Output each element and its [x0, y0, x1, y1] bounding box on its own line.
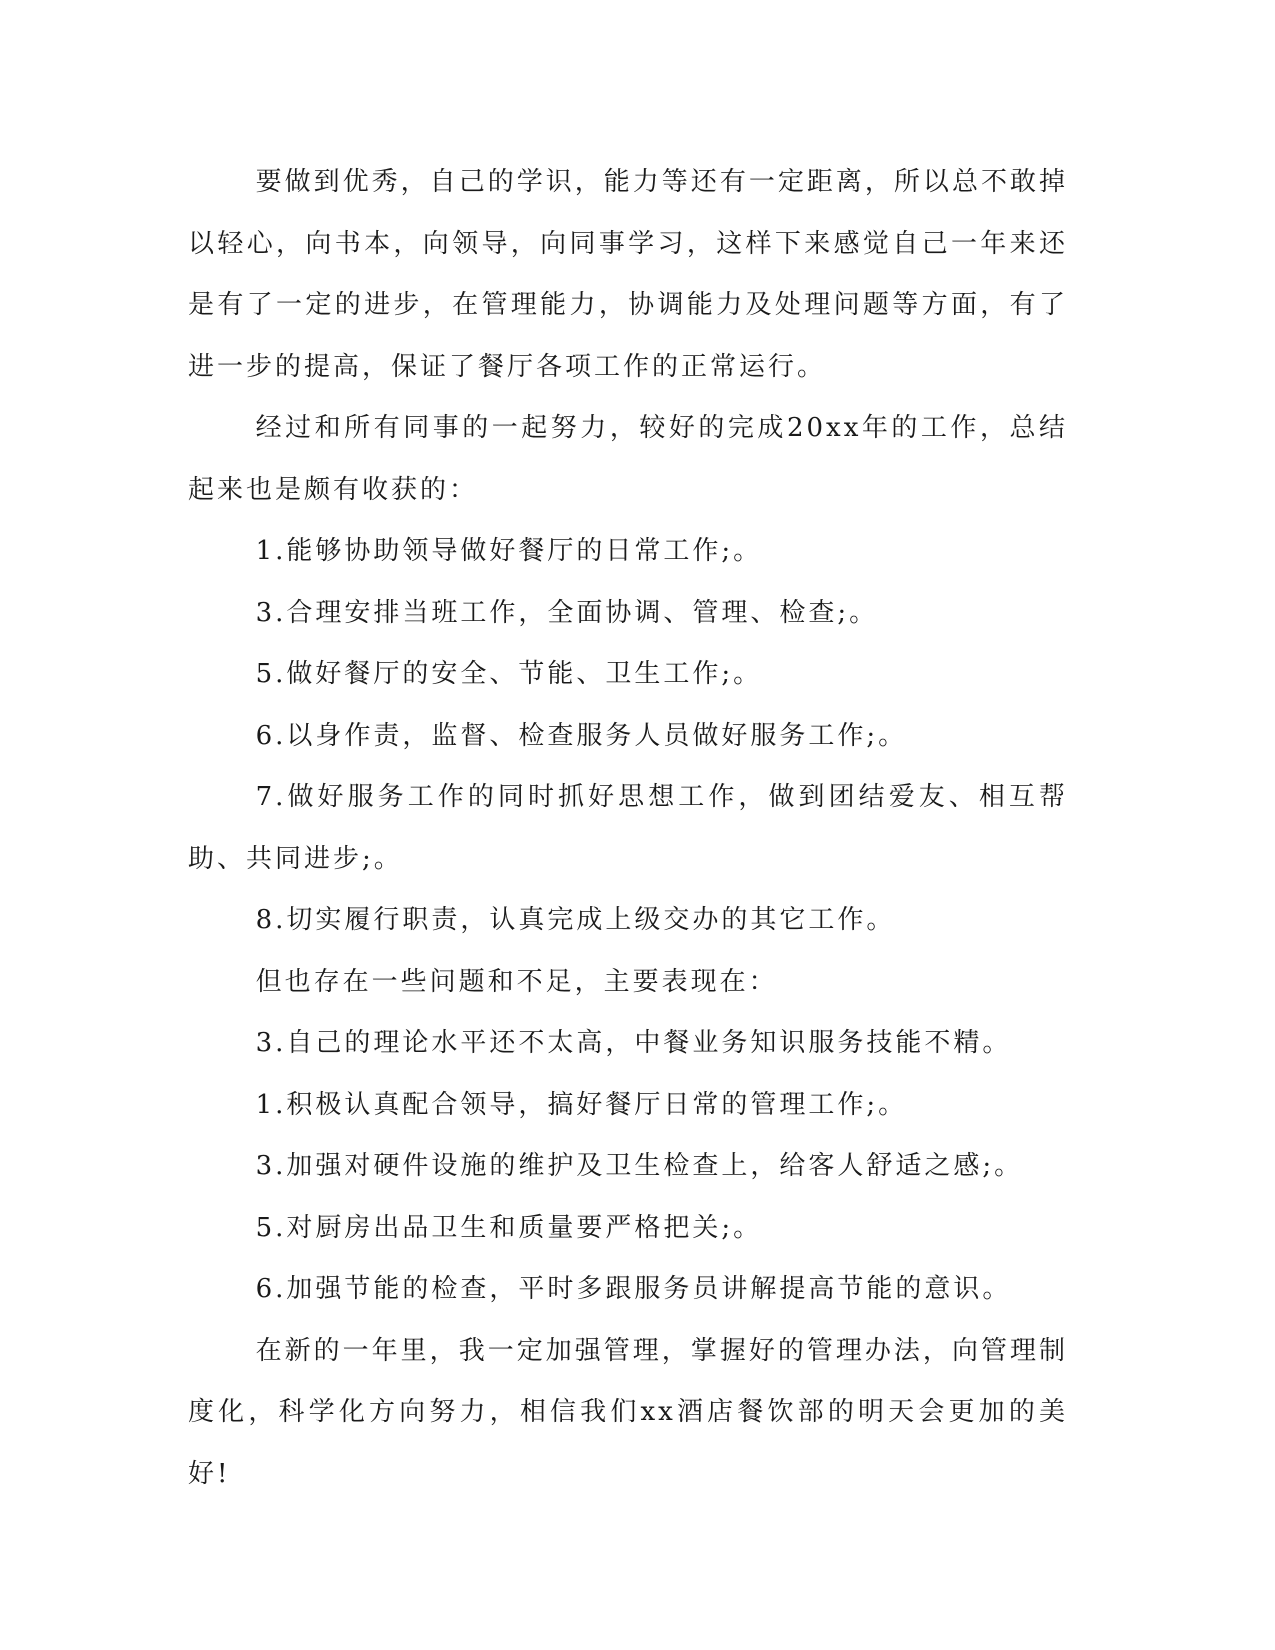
- list-item-shortcoming-3: 3.自己的理论水平还不太高，中餐业务知识服务技能不精。: [255, 1028, 1012, 1058]
- list-item-achievement-6: 6.以身作责，监督、检查服务人员做好服务工作;。: [255, 720, 908, 751]
- paragraph-summary-intro: 经过和所有同事的一起努力，较好的完成20xx年的工作，总结起来也是颇有收获的：: [188, 413, 1068, 505]
- paragraph-shortcomings-intro: 但也存在一些问题和不足，主要表现在：: [255, 966, 778, 997]
- list-item-achievement-8: 8.切实履行职责，认真完成上级交办的其它工作。: [255, 905, 896, 935]
- list-item-plan-1: 1.积极认真配合领导，搞好餐厅日常的管理工作;。: [255, 1089, 908, 1120]
- paragraph-closing: 在新的一年里，我一定加强管理，掌握好的管理办法，向管理制度化，科学化方向努力，相信我们xx酒店餐饮部的明天会更加的美好!: [188, 1335, 1068, 1489]
- list-item-achievement-3: 3.合理安排当班工作，全面协调、管理、检查;。: [255, 597, 879, 628]
- list-item-plan-6: 6.加强节能的检查，平时多跟服务员讲解提高节能的意识。: [255, 1274, 1012, 1304]
- list-item-achievement-5: 5.做好餐厅的安全、节能、卫生工作;。: [255, 659, 763, 689]
- list-item-achievement-7: 7.做好服务工作的同时抓好思想工作，做到团结爱友、相互帮助、共同进步;。: [188, 782, 1068, 874]
- document-body: [188, 152, 1068, 1505]
- list-item-plan-3: 3.加强对硬件设施的维护及卫生检查上，给客人舒适之感;。: [255, 1151, 1024, 1181]
- list-item-plan-5: 5.对厨房出品卫生和质量要严格把关;。: [255, 1212, 763, 1243]
- paragraph-self-assessment: 要做到优秀，自己的学识，能力等还有一定距离，所以总不敢掉以轻心，向书本，向领导，向同事学习，这样下来感觉自己一年来还是有了一定的进步，在管理能力，协调能力及处理问题等方面，有了进一步的提高，保证了餐厅各项工作的正常运行。: [188, 167, 1068, 382]
- list-item-achievement-1: 1.能够协助领导做好餐厅的日常工作;。: [255, 536, 763, 566]
